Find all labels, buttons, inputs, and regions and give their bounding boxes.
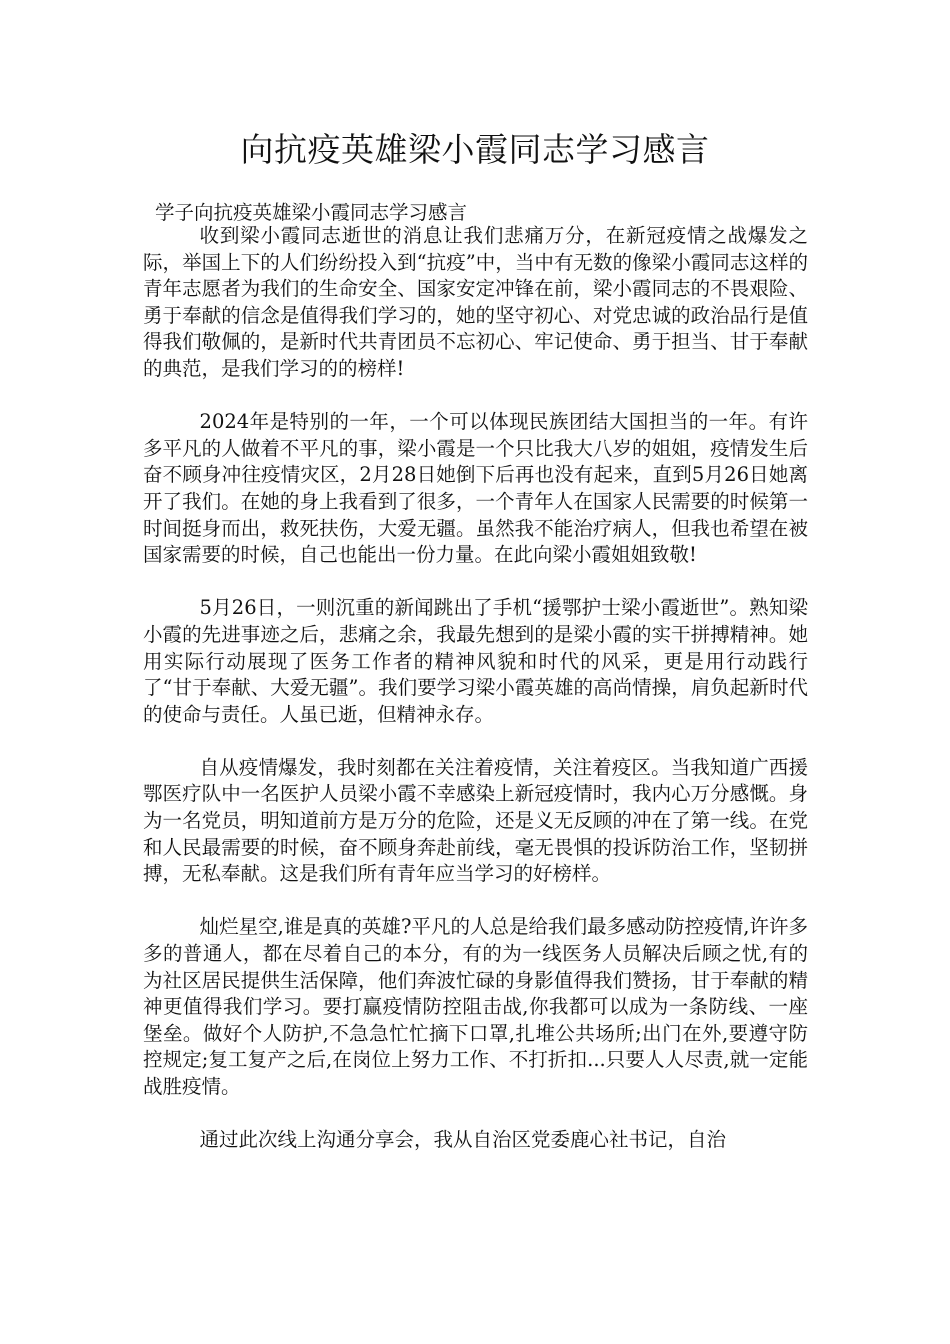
document-subtitle: 学子向抗疫英雄梁小霞同志学习感言 [155, 201, 468, 224]
paragraph: 收到梁小霞同志逝世的消息让我们悲痛万分，在新冠疫情之战爆发之际，举国上下的人们纷纷投入到“抗疫”中，当中有无数的像梁小霞同志这样的青年志愿者为我们的生命安全、国家安定冲锋在前，梁小霞同志的不畏艰险、勇于奉献的信念是值得我们学习的，她的坚守初心、对党忠诚的政治品行是值得我们敬佩的，是新时代共青团员不忘初心、牢记使命、勇于担当、甘于奉献的典范，是我们学习的的榜样! [143, 224, 808, 380]
paragraph: 自从疫情爆发，我时刻都在关注着疫情，关注着疫区。当我知道广西援鄂医疗队中一名医护人员梁小霞不幸感染上新冠疫情时，我内心万分感慨。身为一名党员，明知道前方是万分的危险，还是义无反顾的冲在了第一线。在党和人民最需要的时候，奋不顾身奔赴前线，毫无畏惧的投诉防治工作，坚韧拼搏，无私奉献。这是我们所有青年应当学习的好榜样。 [143, 755, 808, 886]
paragraph: 5月26日，一则沉重的新闻跳出了手机“援鄂护士梁小霞逝世”。熟知梁小霞的先进事迹之后，悲痛之余，我最先想到的是梁小霞的实干拼搏精神。她用实际行动展现了医务工作者的精神风貌和时代的风采，更是用行动践行了“甘于奉献、大爱无疆”。我们要学习梁小霞英雄的高尚情操，肩负起新时代的使命与责任。人虽已逝，但精神永存。 [143, 596, 808, 726]
paragraph: 通过此次线上沟通分享会，我从自治区党委鹿心社书记，自治 [199, 1128, 727, 1152]
document-body [143, 223, 808, 1180]
paragraph: 2024年是特别的一年，一个可以体现民族团结大国担当的一年。有许多平凡的人做着不平凡的事，梁小霞是一个只比我大八岁的姐姐，疫情发生后奋不顾身冲往疫情灾区，2月28日她倒下后再也没有起来，直到5月26日她离开了我们。在她的身上我看到了很多，一个青年人在国家人民需要的时候第一时间挺身而出，救死扶伤，大爱无疆。虽然我不能治疗病人，但我也希望在被国家需要的时候，自己也能出一份力量。在此向梁小霞姐姐致敬! [143, 410, 808, 567]
document-title: 向抗疫英雄梁小霞同志学习感言 [240, 130, 710, 169]
paragraph: 灿烂星空,谁是真的英雄?平凡的人总是给我们最多感动防控疫情,许许多多的普通人，都在尽着自己的本分，有的为一线医务人员解决后顾之忧,有的为社区居民提供生活保障，他们奔波忙碌的身影值得我们赞扬，甘于奉献的精神更值得我们学习。要打赢疫情防控阻击战,你我都可以成为一条防线、一座堡垒。做好个人防护,不急急忙忙摘下口罩,扎堆公共场所;出门在外,要遵守防控规定;复工复产之后,在岗位上努力工作、不打折扣...只要人人尽责,就一定能战胜疫情。 [143, 915, 808, 1098]
